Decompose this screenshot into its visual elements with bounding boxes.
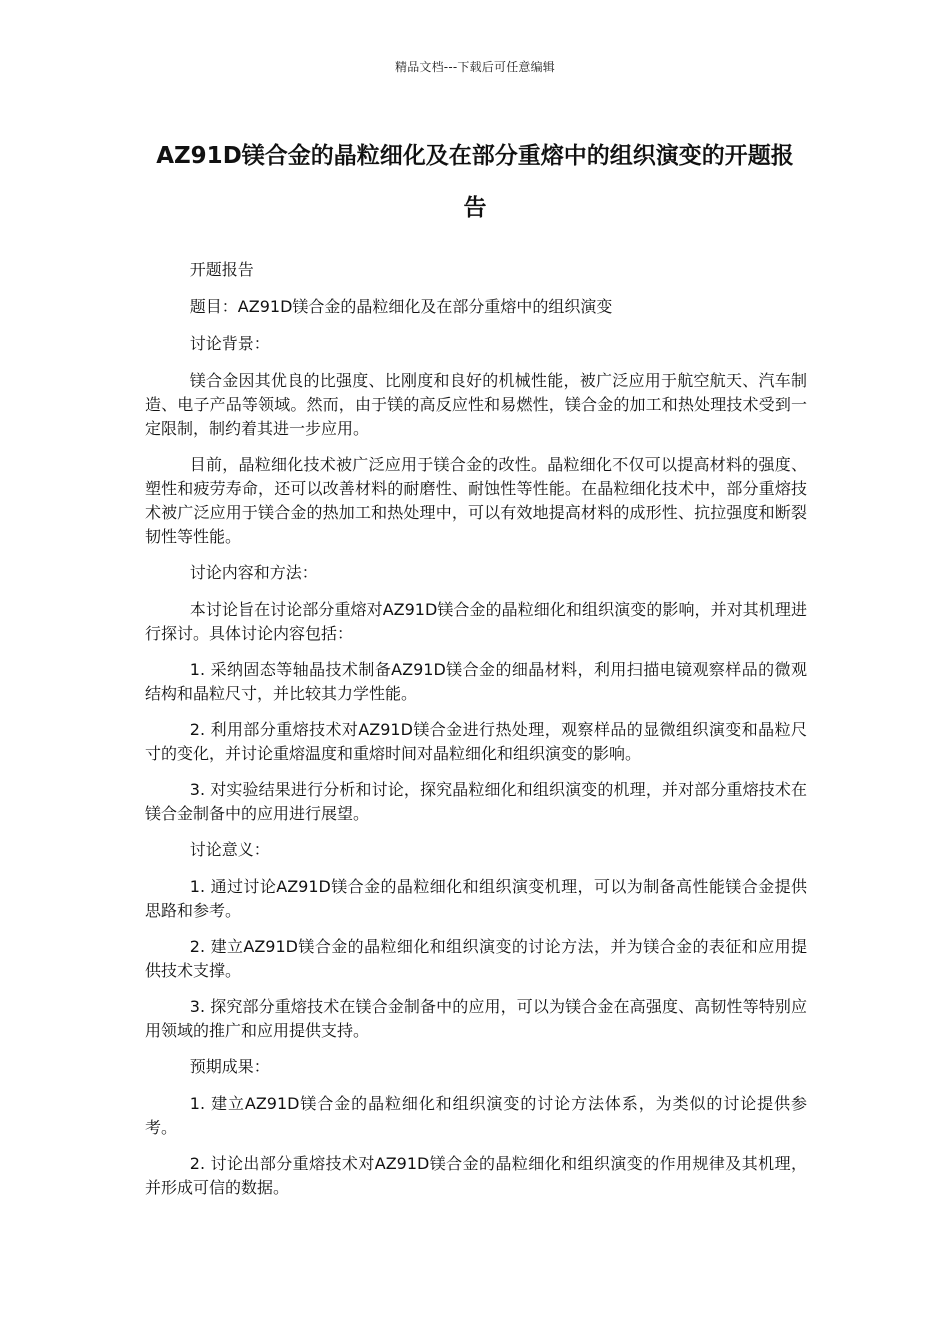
list-item: 2. 建立AZ91D镁合金的晶粒细化和组织演变的讨论方法，并为镁合金的表征和应用提供技术支撑。	[145, 937, 807, 980]
section-heading-expected-results: 预期成果：	[189, 1057, 270, 1076]
list-item: 2. 讨论出部分重熔技术对AZ91D镁合金的晶粒细化和组织演变的作用规律及其机理，并形成可信的数据。	[145, 1154, 807, 1197]
paragraph-report-label: 开题报告	[189, 260, 254, 279]
section-heading-significance: 讨论意义：	[189, 840, 270, 859]
list-item: 2. 利用部分重熔技术对AZ91D镁合金进行热处理，观察样品的显微组织演变和晶粒尺寸的变化，并讨论重熔温度和重熔时间对晶粒细化和组织演变的影响。	[145, 720, 807, 763]
paragraph-topic: 题目：AZ91D镁合金的晶粒细化及在部分重熔中的组织演变	[189, 297, 613, 316]
paragraph: 本讨论旨在讨论部分重熔对AZ91D镁合金的晶粒细化和组织演变的影响，并对其机理进行探讨。具体讨论内容包括：	[145, 600, 807, 643]
list-item: 1. 通过讨论AZ91D镁合金的晶粒细化和组织演变机理，可以为制备高性能镁合金提供思路和参考。	[145, 877, 807, 920]
list-item: 3. 对实验结果进行分析和讨论，探究晶粒细化和组织演变的机理，并对部分重熔技术在镁合金制备中的应用进行展望。	[145, 780, 807, 823]
list-item: 1. 建立AZ91D镁合金的晶粒细化和组织演变的讨论方法体系，为类似的讨论提供参考。	[145, 1094, 807, 1137]
section-heading-content-method: 讨论内容和方法：	[189, 563, 318, 582]
document-body	[145, 258, 807, 1212]
paragraph: 目前，晶粒细化技术被广泛应用于镁合金的改性。晶粒细化不仅可以提高材料的强度、塑性和疲劳寿命，还可以改善材料的耐磨性、耐蚀性等性能。在晶粒细化技术中，部分重熔技术被广泛应用于镁合金的热加工和热处理中，可以有效地提高材料的成形性、抗拉强度和断裂韧性等性能。	[145, 455, 807, 546]
header-note: 精品文档---下载后可任意编辑	[395, 60, 555, 74]
list-item: 1. 采纳固态等轴晶技术制备AZ91D镁合金的细晶材料，利用扫描电镜观察样品的微观结构和晶粒尺寸，并比较其力学性能。	[145, 660, 807, 703]
section-heading-background: 讨论背景：	[189, 334, 270, 353]
document-title: AZ91D镁合金的晶粒细化及在部分重熔中的组织演变的开题报告	[156, 143, 794, 221]
paragraph: 镁合金因其优良的比强度、比刚度和良好的机械性能，被广泛应用于航空航天、汽车制造、电子产品等领域。然而，由于镁的高反应性和易燃性，镁合金的加工和热处理技术受到一定限制，制约着其进一步应用。	[145, 371, 807, 438]
list-item: 3. 探究部分重熔技术在镁合金制备中的应用，可以为镁合金在高强度、高韧性等特别应用领域的推广和应用提供支持。	[145, 997, 807, 1040]
